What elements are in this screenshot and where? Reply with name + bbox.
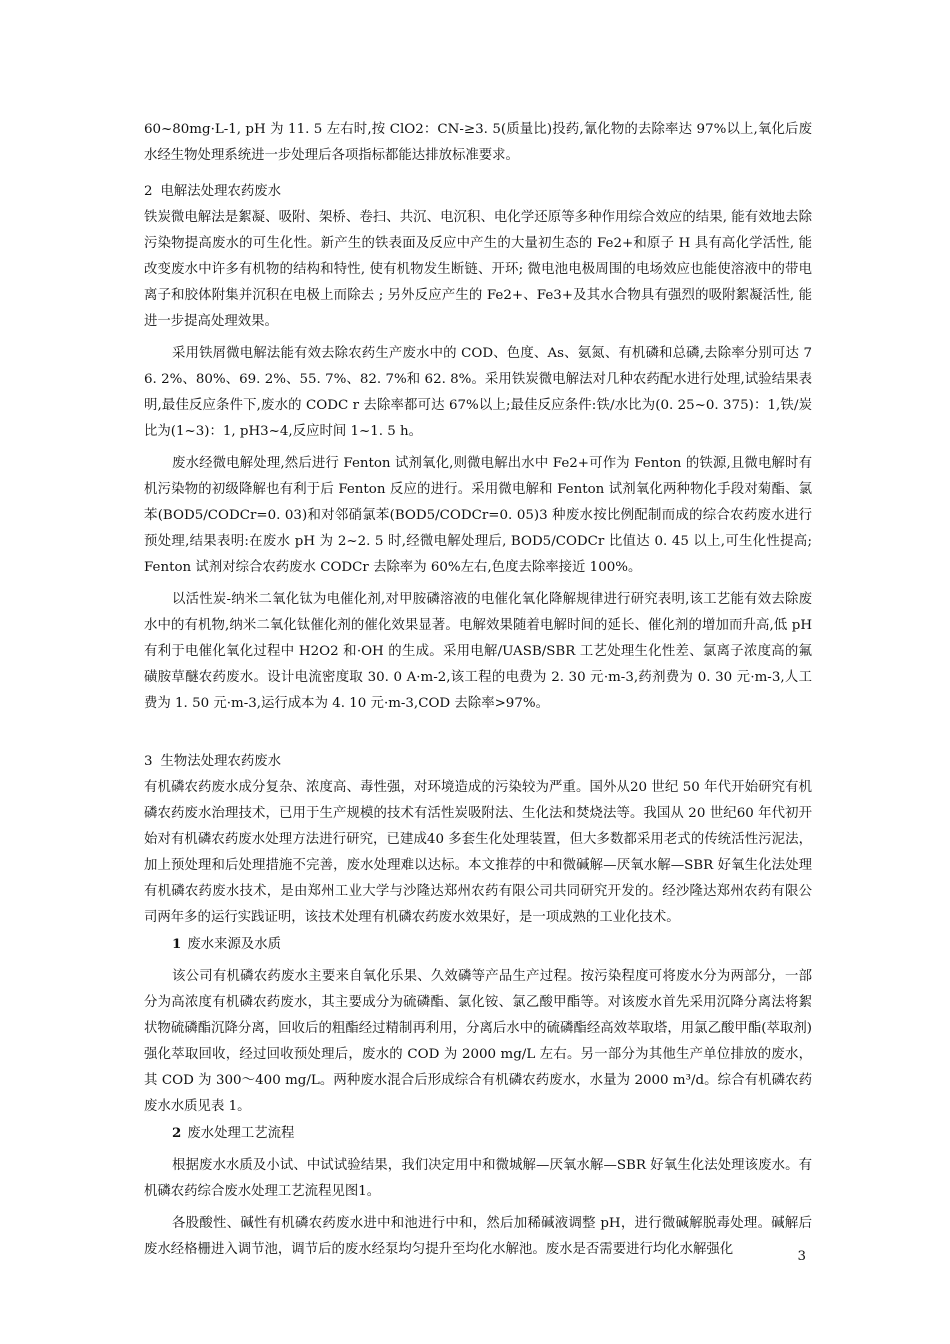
paragraph: 采用铁屑微电解法能有效去除农药生产废水中的 COD、色度、As、氨氮、有机磷和总磷,去除率分别可达 76. 2%、80%、69. 2%、55. 7%、82. 7%和 62. 8%。采用铁炭微电解法对几种农药配水进行处理,试验结果表明,最佳反应条件下,废水的 CODC r 去除率都可达 67%以上;最佳反应条件:铁/水比为(0. 25~0. 375)：1,铁/炭比为(1~3)：1, pH3~4,反应时间 1~1. 5 h。: [144, 346, 812, 439]
section-number: 2: [144, 184, 153, 199]
section-title: 生物法处理农药废水: [160, 754, 282, 769]
section-heading: [144, 179, 812, 205]
paragraph: 各股酸性、碱性有机磷农药废水进中和池进行中和，然后加稀碱液调整 pH，进行微碱解脱毒处理。碱解后废水经格栅进入调节池，调节后的废水经泵均匀提升至均化水解池。废水是否需要进行均化水解强化: [144, 1216, 812, 1257]
section-title: 电解法处理农药废水: [160, 184, 282, 199]
section-heading: [144, 749, 812, 775]
section-number: 3: [144, 754, 153, 769]
paragraph: 废水经微电解处理,然后进行 Fenton 试剂氧化,则微电解出水中 Fe2+可作为 Fenton 的铁源,且微电解时有机污染物的初级降解也有利于后 Fenton 反应的进行。采用微电解和 Fenton 试剂氧化两种物化手段对菊酯、氯苯(BOD5/CODCr=0. 03)和对邻硝氯苯(BOD5/CODCr=0. 05)3 种废水按比例配制而成的综合农药废水进行预处理,结果表明:在废水 pH 为 2~2. 5 时,经微电解处理后, BOD5/CODCr 比值达 0. 45 以上,可生化性提高; Fenton 试剂对综合农药废水 CODCr 去除率为 60%左右,色度去除率接近 100%。: [144, 456, 812, 575]
paragraph: 以活性炭-纳米二氧化钛为电催化剂,对甲胺磷溶液的电催化氧化降解规律进行研究表明,该工艺能有效去除废水中的有机物,纳米二氧化钛催化剂的催化效果显著。电解效果随着电解时间的延长、催化剂的增加而升高,低 pH 有利于电催化氧化过程中 H2O2 和·OH 的生成。采用电解/UASB/SBR 工艺处理生化性差、氯离子浓度高的氟磺胺草醚农药废水。设计电流密度取 30. 0 A·m-2,该工程的电费为 2. 30 元·m-3,药剂费为 0. 30 元·m-3,人工费为 1. 50 元·m-3,运行成本为 4. 10 元·m-3,COD 去除率>97%。: [144, 592, 812, 711]
page-body: [144, 117, 812, 1263]
subsection-title: 废水处理工艺流程: [187, 1126, 295, 1141]
paragraph: 铁炭微电解法是絮凝、吸附、架桥、卷扫、共沉、电沉积、电化学还原等多种作用综合效应的结果, 能有效地去除污染物提高废水的可生化性。新产生的铁表面及反应中产生的大量初生态的 Fe2+和原子 H 具有高化学活性, 能改变废水中许多有机物的结构和特性, 使有机物发生断链、开环; 微电池电极周围的电场效应也能使溶液中的带电离子和胶体附集并沉积在电极上而除去 ; 另外反应产生的 Fe2+、Fe3+及其水合物具有强烈的吸附絮凝活性, 能进一步提高处理效果。: [144, 210, 812, 329]
subsection-title: 废水来源及水质: [187, 937, 282, 952]
paragraph: 有机磷农药废水成分复杂、浓度高、毒性强，对环境造成的污染较为严重。国外从20 世纪 50 年代开始研究有机磷农药废水治理技术，已用于生产规模的技术有活性炭吸附法、生化法和焚烧法等。我国从 20 世纪60 年代初开始对有机磷农药废水处理方法进行研究，已建成40 多套生化处理装置，但大多数都采用老式的传统活性污泥法，加上预处理和后处理措施不完善，废水处理难以达标。本文推荐的中和微碱解—厌氧水解—SBR 好氧生化法处理有机磷农药废水技术，是由郑州工业大学与沙隆达郑州农药有限公司共同研究开发的。经沙隆达郑州农药有限公司两年多的运行实践证明，该技术处理有机磷农药废水效果好，是一项成熟的工业化技术。: [144, 780, 812, 925]
paragraph: 60~80mg·L-1, pH 为 11. 5 左右时,按 ClO2：CN-≥3. 5(质量比)投药,氰化物的去除率达 97%以上,氧化后废水经生物处理系统进一步处理后各项指标都能达排放标准要求。: [144, 122, 812, 163]
page-number: 3: [797, 1249, 806, 1264]
paragraph: 该公司有机磷农药废水主要来自氧化乐果、久效磷等产品生产过程。按污染程度可将废水分为两部分，一部分为高浓度有机磷农药废水，其主要成分为硫磷酯、氯化铵、氯乙酸甲酯等。对该废水首先采用沉降分离法将絮状物硫磷酯沉降分离，回收后的粗酯经过精制再利用，分离后水中的硫磷酯经高效萃取塔，用氯乙酸甲酯(萃取剂)强化萃取回收，经过回收预处理后，废水的 COD 为 2000 mg/L 左右。另一部分为其他生产单位排放的废水，其 COD 为 300～400 mg/L。两种废水混合后形成综合有机磷农药废水，水量为 2000 m³/d。综合有机磷农药废水水质见表 1。: [144, 969, 812, 1114]
paragraph: 根据废水水质及小试、中试试验结果，我们决定用中和微城解—厌氧水解—SBR 好氧生化法处理该废水。有机磷农药综合废水处理工艺流程见图1。: [144, 1158, 812, 1199]
subsection-number: 1: [172, 936, 182, 952]
subsection-heading: [144, 931, 812, 958]
subsection-number: 2: [172, 1125, 182, 1141]
subsection-heading: [144, 1120, 812, 1147]
